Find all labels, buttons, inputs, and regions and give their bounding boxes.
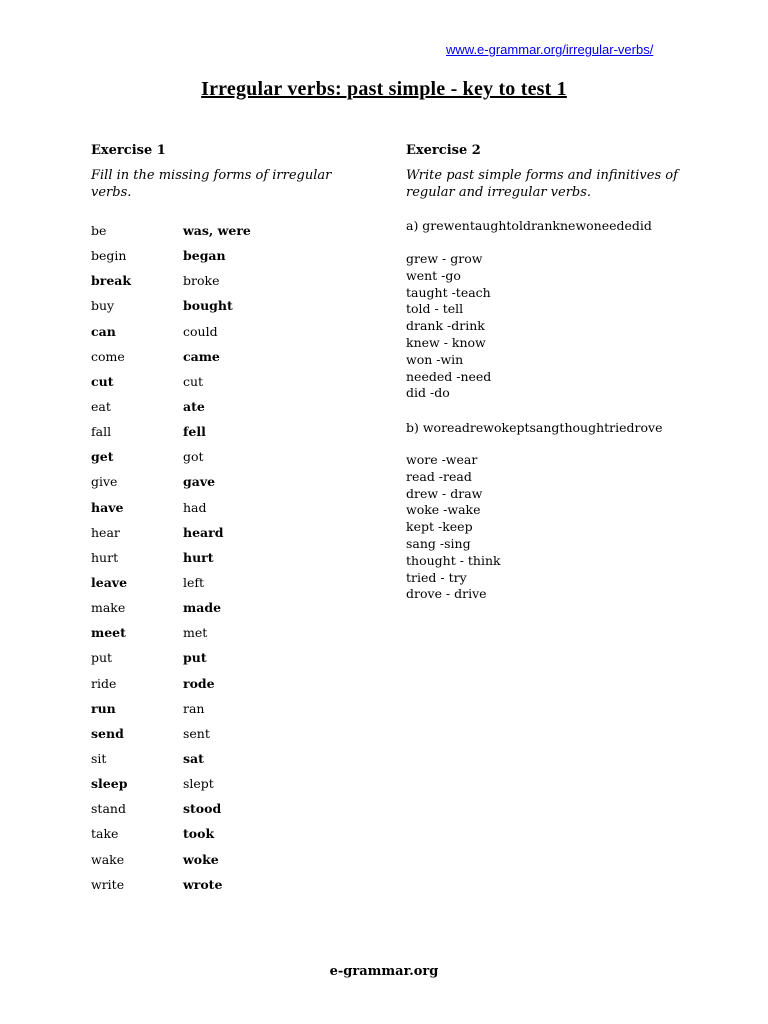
verb-past-simple: broke [183,273,220,289]
answer-line: kept -keep [406,519,473,535]
verb-past-simple: came [183,348,220,364]
exercise2-part-a-puzzle: a) grewentaughtoldranknewoneededid [406,218,652,233]
verb-past-simple: had [183,499,207,515]
verb-infinitive: wake [91,851,125,867]
verb-past-simple: fell [183,424,206,440]
verb-past-simple: left [183,575,205,591]
verb-row [91,620,303,645]
verb-infinitive: buy [91,298,115,314]
verb-past-simple: put [183,650,207,666]
exercise1-instruction-line1: Fill in the missing forms of irregular [91,168,332,183]
answer-line: sang -sing [406,535,471,551]
verb-infinitive: leave [91,575,128,591]
exercise2-instruction-line2: regular and irregular verbs. [406,185,592,200]
verb-row [91,645,303,670]
verb-infinitive: give [91,474,118,490]
answer-line: needed -need [406,368,492,384]
verb-row [91,570,303,595]
verb-infinitive: get [91,449,114,465]
verb-past-simple: heard [183,524,224,540]
verb-past-simple: ate [183,399,205,415]
verb-past-simple: rode [183,675,215,691]
verb-past-simple: hurt [183,549,214,565]
verb-past-simple: sat [183,751,204,767]
verb-infinitive: break [91,273,132,289]
answer-line: won -win [406,351,464,367]
verb-infinitive: be [91,223,107,239]
verb-infinitive: come [91,348,125,364]
page-title: Irregular verbs: past simple - key to test 1 [201,78,567,100]
verb-infinitive: ride [91,675,117,691]
answer-line: tried - try [406,569,467,585]
answer-line: drew - draw [406,485,483,501]
verb-row [91,696,303,721]
verb-row [91,319,303,344]
verb-infinitive: sit [91,751,107,767]
verb-infinitive: run [91,700,116,716]
exercise1-heading: Exercise 1 [91,143,166,158]
verb-infinitive: put [91,650,113,666]
verb-past-simple: woke [183,851,219,867]
exercise1-verb-table [91,218,303,897]
answer-line: read -read [406,468,472,484]
answer-line: wore -wear [406,452,478,467]
verb-past-simple: began [183,248,226,264]
exercise2-part-a-answers [406,251,491,402]
exercise1-instruction-line2: verbs. [91,185,132,200]
verb-past-simple: took [183,826,215,842]
verb-past-simple: made [183,600,222,616]
verb-infinitive: make [91,600,126,616]
verb-row [91,344,303,369]
verb-infinitive: hear [91,524,120,540]
verb-infinitive: meet [91,625,126,641]
verb-row [91,872,303,897]
verb-infinitive: have [91,499,124,515]
verb-past-simple: slept [183,776,214,792]
verb-row [91,595,303,620]
verb-infinitive: send [91,725,124,741]
verb-infinitive: sleep [91,776,128,792]
verb-past-simple: got [183,449,204,465]
verb-row [91,495,303,520]
site-url-link[interactable]: www.e-grammar.org/irregular-verbs/ [446,42,654,57]
footer-site-name: e-grammar.org [329,964,439,979]
verb-row [91,721,303,746]
verb-infinitive: write [91,876,125,892]
answer-line: told - tell [406,301,464,317]
answer-line: drove - drive [406,586,487,602]
verb-infinitive: can [91,323,116,339]
verb-row [91,469,303,494]
exercise2-part-b-puzzle: b) woreadrewokeptsangthoughtriedrove [406,420,663,435]
verb-infinitive: cut [91,373,114,389]
exercise2-heading: Exercise 2 [406,143,481,158]
verb-past-simple: gave [183,474,216,490]
answer-line: did -do [406,385,450,401]
verb-row [91,671,303,696]
verb-row [91,821,303,846]
verb-row [91,520,303,545]
verb-infinitive: take [91,826,119,842]
verb-past-simple: cut [183,373,204,389]
answer-line: grew - grow [406,251,483,266]
verb-past-simple: bought [183,298,233,314]
exercise2-instruction-line1: Write past simple forms and infinitives of [406,168,678,183]
verb-infinitive: eat [91,399,111,415]
verb-infinitive: hurt [91,549,119,565]
verb-past-simple: sent [183,725,210,741]
verb-row [91,268,303,293]
verb-row [91,746,303,771]
answer-line: thought - think [406,552,501,568]
answer-line: knew - know [406,334,486,350]
verb-infinitive: begin [91,248,127,264]
answer-line: went -go [406,267,461,283]
verb-past-simple: wrote [183,876,223,892]
verb-row [91,796,303,821]
exercise2-part-b-answers [406,452,501,603]
verb-past-simple: was, were [183,223,251,239]
verb-row [91,394,303,419]
verb-infinitive: fall [91,424,112,440]
verb-row [91,444,303,469]
answer-line: drank -drink [406,318,485,334]
verb-row [91,545,303,570]
verb-row [91,419,303,444]
verb-row [91,243,303,268]
exercise1-instruction [91,167,331,201]
verb-row [91,369,303,394]
verb-infinitive: stand [91,801,126,817]
verb-row [91,771,303,796]
verb-past-simple: could [183,323,218,339]
verb-past-simple: ran [183,700,205,716]
verb-row [91,293,303,318]
verb-row [91,847,303,872]
answer-line: woke -wake [406,502,481,518]
answer-line: taught -teach [406,284,491,300]
exercise2-instruction [406,167,678,201]
verb-row [91,218,303,243]
verb-past-simple: met [183,625,208,641]
verb-past-simple: stood [183,801,222,817]
